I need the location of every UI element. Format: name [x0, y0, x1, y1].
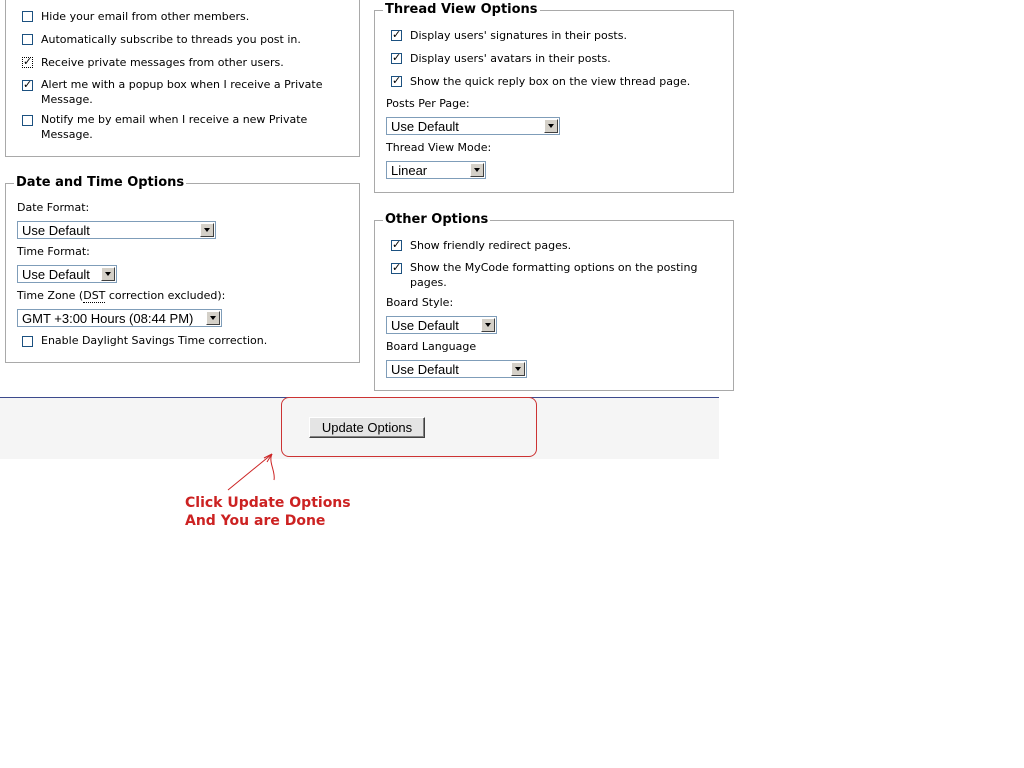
email-notify-checkbox[interactable]: [22, 115, 33, 126]
friendly-redirect-checkbox[interactable]: [391, 240, 402, 251]
update-options-button[interactable]: Update Options: [309, 417, 425, 438]
board-style-select[interactable]: [386, 316, 497, 334]
time-zone-label-post: correction excluded):: [105, 289, 226, 302]
hide-email-checkbox[interactable]: [22, 11, 33, 22]
quick-reply-checkbox[interactable]: [391, 76, 402, 87]
hide-email-label: Hide your email from other members.: [41, 10, 250, 23]
time-zone-label: [17, 288, 225, 303]
receive-pm-checkbox[interactable]: [22, 57, 33, 68]
dst-checkbox[interactable]: [22, 336, 33, 347]
mycode-label: Show the MyCode formatting options on the posting pages.: [410, 261, 698, 289]
thread-view-legend: Thread View Options: [385, 2, 538, 17]
thread-mode-select[interactable]: [386, 161, 486, 179]
annotation-line-1: Click Update Options: [185, 495, 351, 511]
annotation-arrow: [220, 450, 280, 500]
chevron-down-icon: [470, 163, 484, 177]
date-format-value: Use Default: [22, 223, 90, 238]
chevron-down-icon: [511, 362, 525, 376]
time-format-value: Use Default: [22, 267, 90, 282]
posts-per-page-value: Use Default: [391, 119, 459, 134]
posts-per-page-select[interactable]: [386, 117, 560, 135]
chevron-down-icon: [206, 311, 220, 325]
dst-abbr: DST: [83, 289, 106, 302]
annotation-text: [185, 494, 351, 530]
signatures-label: Display users' signatures in their posts.: [410, 29, 627, 42]
dst-label: Enable Daylight Savings Time correction.: [41, 334, 268, 347]
date-format-select[interactable]: [17, 221, 216, 239]
chevron-down-icon: [101, 267, 115, 281]
email-notify-label: Notify me by email when I receive a new Private Message.: [41, 113, 308, 141]
chevron-down-icon: [481, 318, 495, 332]
chevron-down-icon: [200, 223, 214, 237]
receive-pm-label: Receive private messages from other users.: [41, 56, 284, 69]
time-format-select[interactable]: [17, 265, 117, 283]
signatures-checkbox[interactable]: [391, 30, 402, 41]
time-zone-label-pre: Time Zone (: [17, 289, 84, 302]
popup-alert-checkbox[interactable]: [22, 80, 33, 91]
quick-reply-label: Show the quick reply box on the view thread page.: [410, 75, 691, 88]
mycode-checkbox[interactable]: [391, 263, 402, 274]
board-language-select[interactable]: [386, 360, 527, 378]
thread-mode-value: Linear: [391, 163, 428, 178]
board-style-label: Board Style:: [386, 296, 454, 309]
popup-alert-label: Alert me with a popup box when I receive a Private Message.: [41, 78, 323, 106]
date-format-label: Date Format:: [17, 201, 90, 214]
time-zone-value: GMT +3:00 Hours (08:44 PM): [22, 311, 194, 326]
board-language-value: Use Default: [391, 362, 459, 377]
annotation-line-2: And You are Done: [185, 513, 326, 529]
other-options-legend: Other Options: [385, 212, 489, 227]
board-language-label: Board Language: [386, 340, 477, 353]
highlight-outline: [281, 397, 537, 457]
time-format-label: Time Format:: [17, 245, 90, 258]
friendly-redirect-label: Show friendly redirect pages.: [410, 239, 572, 252]
avatars-checkbox[interactable]: [391, 53, 402, 64]
board-style-value: Use Default: [391, 318, 459, 333]
auto-subscribe-label: Automatically subscribe to threads you post in.: [41, 33, 301, 46]
avatars-label: Display users' avatars in their posts.: [410, 52, 611, 65]
thread-mode-label: Thread View Mode:: [386, 141, 492, 154]
posts-per-page-label: Posts Per Page:: [386, 97, 470, 110]
chevron-down-icon: [544, 119, 558, 133]
auto-subscribe-checkbox[interactable]: [22, 34, 33, 45]
time-zone-select[interactable]: [17, 309, 222, 327]
date-time-legend: Date and Time Options: [16, 175, 185, 190]
